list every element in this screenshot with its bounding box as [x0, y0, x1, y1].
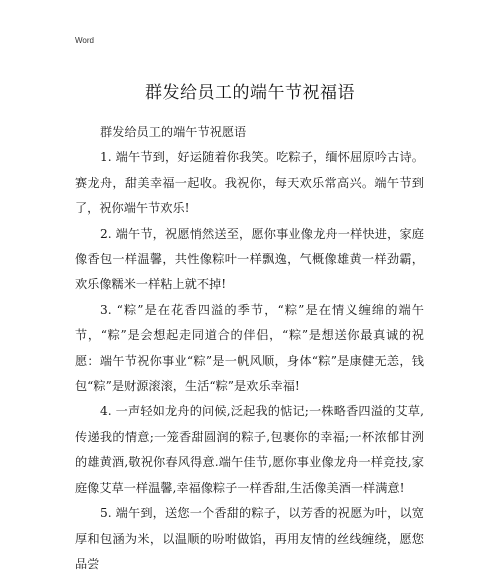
paragraph-2: 2. 端午节，祝愿悄然送至，愿你事业像龙舟一样快进，家庭像香包一样温馨，共性像粽叶一样飘逸，气概像雄黄一样劲霸，欢乐像糯米一样粘上就不掉!	[75, 226, 424, 292]
paragraph-5: 5. 端午到，送您一个香甜的粽子，以芳香的祝愿为叶，以宽厚和包涵为米，以温顺的吩咐做馅，再用友情的丝线缠绕，愿您品尝	[75, 506, 424, 571]
document-subtitle: 群发给员工的端午节祝愿语	[100, 125, 247, 139]
paragraph-1: 1. 端午节到，好运随着你我笑。吃粽子，缅怀屈原吟古诗。赛龙舟，甜美幸福一起收。我祝你，每天欢乐常高兴。端午节到了，祝你端午节欢乐!	[75, 150, 424, 216]
paragraph-4: 4. 一声轻如龙舟的问候,泛起我的惦记;一株略香四溢的艾草,传递我的情意;一笼香甜圆润的粽子,包裹你的幸福;一杯浓郁甘洌的雄黄酒,敬祝你春风得意.端午佳节,愿你事业像龙舟一样竞技,家庭像艾草一样温馨,幸福像粽子一样香甜,生活像美酒一样满意!	[75, 404, 424, 495]
paragraph-3: 3. “粽”是在花香四溢的季节，“粽”是在情义缠绵的端午节，“粽”是会想起走同道合的伴侣，“粽”是想送你最真诚的祝愿：端午节祝你事业“粽”是一帆风顺，身体“粽”是康健无恙，钱包“粽”是财源滚滚，生活“粽”是欢乐幸福!	[75, 302, 424, 394]
document-body	[75, 120, 424, 577]
document-title: 群发给员工的端午节祝福语	[145, 83, 355, 103]
app-label: Word	[75, 36, 94, 45]
